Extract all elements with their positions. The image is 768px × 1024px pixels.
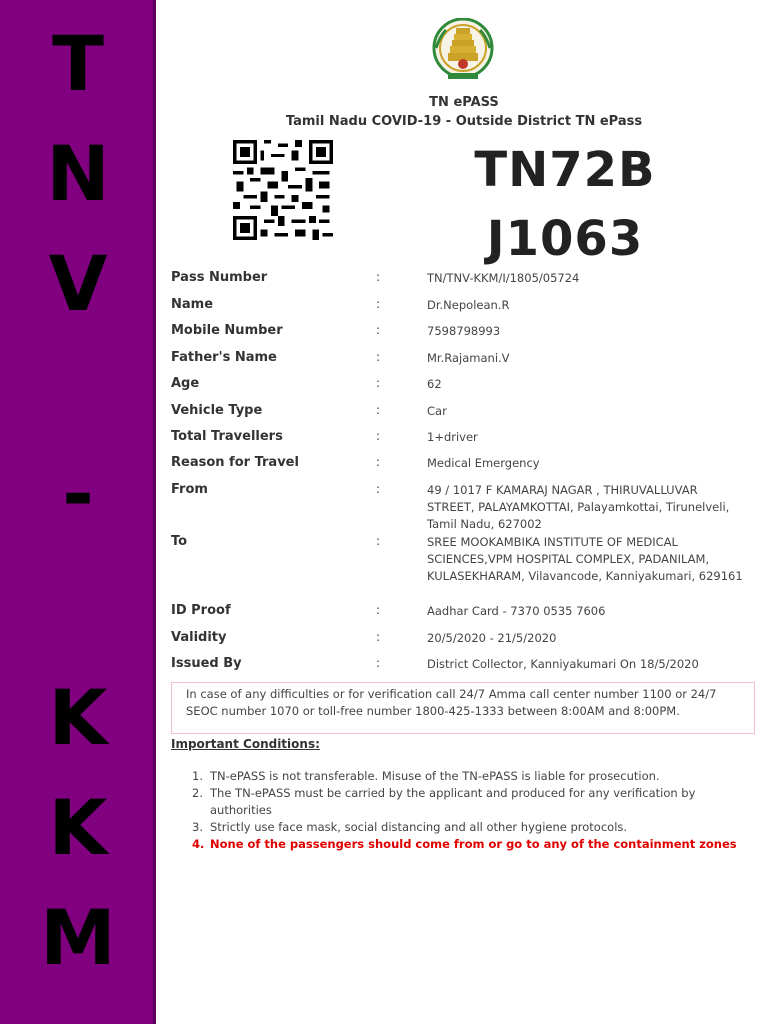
- condition-item: [192, 819, 752, 836]
- helpline-notice: In case of any difficulties or for verification call 24/7 Amma call center number 1100 or 24/7 SEOC number 1070 or toll-free number 1800-425-1333 between 8:00AM and 8:00PM.: [171, 682, 755, 734]
- detail-label: Reason for Travel: [171, 455, 299, 470]
- conditions-list: [192, 768, 752, 853]
- detail-label: Pass Number: [171, 270, 268, 285]
- detail-value: TN/TNV-KKM/I/1805/05724: [427, 271, 580, 285]
- detail-separator: :: [376, 376, 381, 390]
- detail-label: Validity: [171, 630, 227, 645]
- detail-label: Vehicle Type: [171, 403, 263, 418]
- detail-separator: :: [376, 403, 381, 417]
- condition-number: 1.: [192, 769, 203, 783]
- detail-value: Mr.Rajamani.V: [427, 351, 510, 365]
- emblem-icon: [426, 18, 500, 82]
- condition-item: [192, 768, 752, 785]
- detail-separator: :: [376, 297, 381, 311]
- detail-value: Car: [427, 404, 447, 418]
- condition-item: [192, 785, 752, 819]
- condition-text: None of the passengers should come from or go to any of the containment zones: [210, 837, 737, 851]
- detail-label: ID Proof: [171, 603, 231, 618]
- condition-number: 3.: [192, 820, 203, 834]
- detail-separator: :: [376, 455, 381, 469]
- detail-value: 49 / 1017 F KAMARAJ NAGAR , THIRUVALLUVAR STREET, PALAYAMKOTTAI, Palayamkottai, Tirunelveli, Tamil Nadu, 627002: [427, 483, 730, 531]
- detail-value: SREE MOOKAMBIKA INSTITUTE OF MEDICAL SCIENCES,VPM HOSPITAL COMPLEX, PADANILAM, KULASEKHARAM, Vilavancode, Kanniyakumari, 629161: [427, 535, 743, 583]
- detail-separator: :: [376, 323, 381, 337]
- side-letter-6: K: [48, 783, 108, 872]
- detail-label: Issued By: [171, 656, 242, 671]
- condition-text: Strictly use face mask, social distancing and all other hygiene protocols.: [210, 820, 628, 834]
- side-letter-1: T: [52, 19, 104, 108]
- detail-separator: :: [376, 429, 381, 443]
- side-letter-4: -: [62, 449, 94, 538]
- condition-text: TN-ePASS is not transferable. Misuse of the TN-ePASS is liable for prosecution.: [210, 769, 660, 783]
- detail-separator: :: [376, 270, 381, 284]
- detail-value: Dr.Nepolean.R: [427, 298, 510, 312]
- detail-separator: :: [376, 656, 381, 670]
- detail-label: From: [171, 482, 208, 497]
- condition-text: The TN-ePASS must be carried by the applicant and produced for any verification by authorities: [210, 786, 696, 817]
- side-letter-2: N: [46, 129, 110, 218]
- detail-separator: :: [376, 350, 381, 364]
- condition-number: 2.: [192, 786, 203, 800]
- detail-value: 20/5/2020 - 21/5/2020: [427, 631, 557, 645]
- side-band: [0, 0, 156, 1024]
- detail-label: Mobile Number: [171, 323, 283, 338]
- detail-label: Father's Name: [171, 350, 277, 365]
- side-letter-5: K: [48, 673, 108, 762]
- detail-separator: :: [376, 482, 381, 496]
- detail-separator: :: [376, 534, 381, 548]
- detail-value: 1+driver: [427, 430, 478, 444]
- qr-code-icon: [230, 140, 336, 240]
- condition-item-alert: [192, 836, 752, 853]
- detail-value: Aadhar Card - 7370 0535 7606: [427, 604, 606, 618]
- detail-value: 7598798993: [427, 324, 501, 338]
- detail-label: To: [171, 534, 188, 549]
- side-letter-3: V: [48, 239, 108, 328]
- vehicle-number-line2: J1063: [486, 211, 644, 267]
- pass-title: TN ePASS: [429, 95, 499, 110]
- detail-separator: :: [376, 603, 381, 617]
- detail-label: Total Travellers: [171, 429, 283, 444]
- detail-label: Name: [171, 297, 214, 312]
- vehicle-number-line1: TN72B: [474, 142, 656, 198]
- pass-subtitle: Tamil Nadu COVID-19 - Outside District TN ePass: [285, 114, 643, 129]
- side-letter-7: M: [40, 893, 116, 982]
- detail-separator: :: [376, 630, 381, 644]
- detail-label: Age: [171, 376, 200, 391]
- detail-value: District Collector, Kanniyakumari On 18/5/2020: [427, 657, 699, 671]
- condition-number: 4.: [192, 837, 205, 851]
- important-conditions-title: Important Conditions:: [171, 737, 320, 751]
- detail-value: 62: [427, 377, 442, 391]
- detail-value: Medical Emergency: [427, 456, 540, 470]
